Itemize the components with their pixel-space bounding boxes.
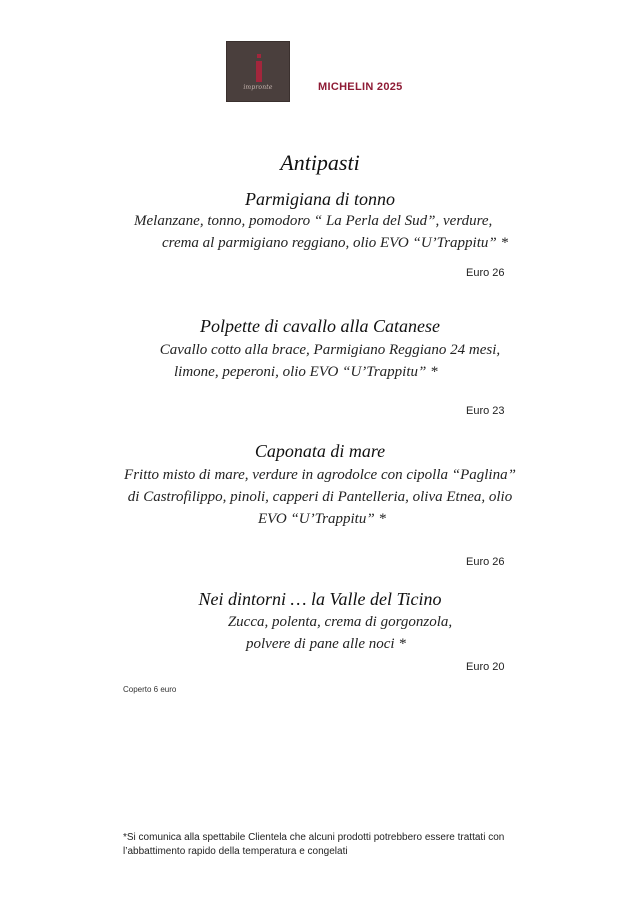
dish-description-line: limone, peperoni, olio EVO “U’Trappitu” * xyxy=(174,364,438,380)
dish-description-line: polvere di pane alle noci * xyxy=(246,636,406,652)
logo-i-glyph xyxy=(255,54,263,82)
dish-name: Polpette di cavallo alla Catanese xyxy=(200,316,440,336)
dish-description-line: Melanzane, tonno, pomodoro “ La Perla del Sud”, verdure, xyxy=(134,213,493,229)
dish-description xyxy=(200,611,480,655)
dish-description-line: di Castrofilippo, pinoli, capperi di Pantelleria, oliva Etnea, olio xyxy=(127,489,513,505)
dish-description-line: Zucca, polenta, crema di gorgonzola, xyxy=(227,614,453,630)
section-title: Antipasti xyxy=(280,150,360,175)
dish-description-line: Cavallo cotto alla brace, Parmigiano Reggiano 24 mesi, xyxy=(159,342,501,358)
dish-price: Euro 26 xyxy=(466,267,505,279)
logo-wordmark: impronte xyxy=(243,84,273,91)
dish-description xyxy=(140,339,520,383)
dish-description-line: Fritto misto di mare, verdure in agrodolce con cipolla “Paglina” xyxy=(124,467,516,483)
footnote-line: *Si comunica alla spettabile Clientela che alcuni prodotti potrebbero essere trattati con xyxy=(123,832,505,843)
footnote xyxy=(123,831,523,859)
dish-description-line: crema al parmigiano reggiano, olio EVO “U’Trappitu” * xyxy=(162,235,508,251)
restaurant-logo xyxy=(226,41,290,102)
dish-price: Euro 26 xyxy=(466,556,505,568)
coperto-note: Coperto 6 euro xyxy=(123,685,177,694)
dish-description xyxy=(120,210,510,254)
dish-description xyxy=(110,464,530,530)
dish-name: Caponata di mare xyxy=(254,441,386,461)
dish-price: Euro 23 xyxy=(466,405,505,417)
dish-name: Nei dintorni … la Valle del Ticino xyxy=(198,589,442,609)
dish-price: Euro 20 xyxy=(466,661,505,673)
dish-description-line: EVO “U’Trappitu” * xyxy=(258,511,386,527)
michelin-label: MICHELIN 2025 xyxy=(318,81,403,93)
footnote-line: l’abbattimento rapido della temperatura e congelati xyxy=(123,846,348,857)
dish-name: Parmigiana di tonno xyxy=(244,189,395,209)
